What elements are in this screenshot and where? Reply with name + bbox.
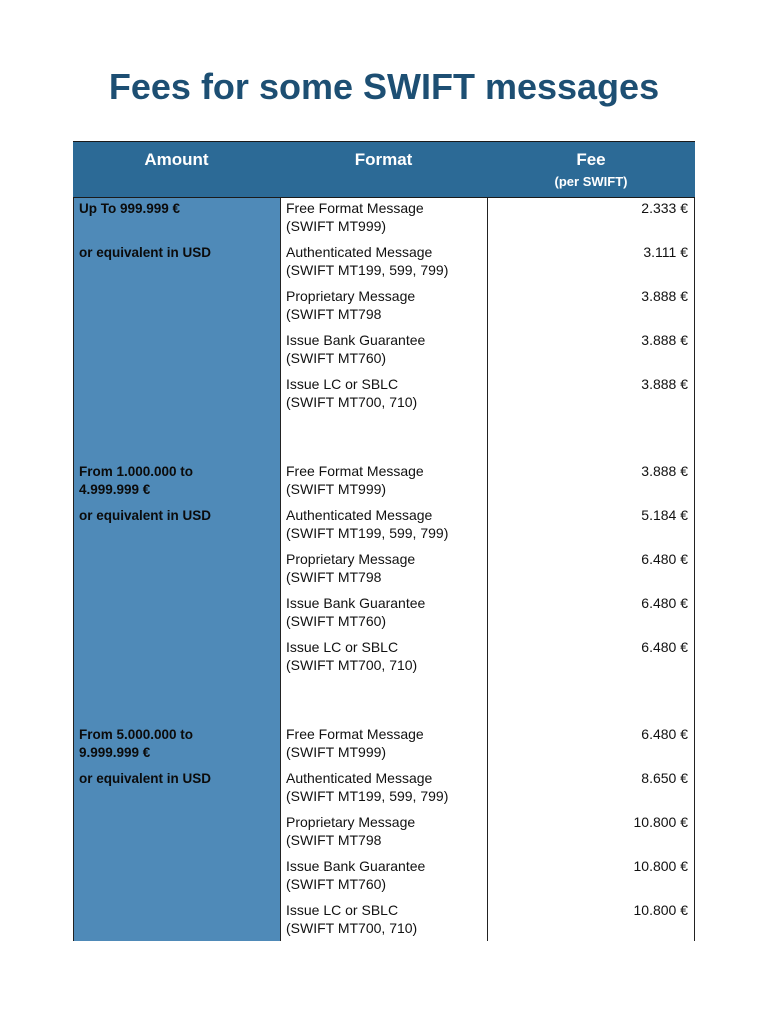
message-format: [286, 507, 481, 542]
table-row: [73, 244, 695, 288]
table-row: [73, 770, 695, 814]
message-format: [286, 244, 481, 279]
message-format-code: (SWIFT MT199, 599, 799): [286, 524, 449, 541]
message-format-code: (SWIFT MT760): [286, 875, 387, 892]
message-format-name: Proprietary Message: [286, 288, 416, 304]
header-format-label: Format: [354, 150, 413, 169]
header-amount-label: Amount: [144, 150, 209, 169]
message-format: [286, 376, 481, 411]
message-format: [286, 902, 481, 937]
fee-value: 5.184 €: [641, 507, 688, 523]
table-row: [73, 332, 695, 376]
table-row: [73, 858, 695, 902]
message-format-name: Authenticated Message: [286, 244, 433, 260]
message-format-name: Authenticated Message: [286, 507, 433, 523]
header-fee-sublabel: (per SWIFT): [554, 174, 628, 189]
message-format: [286, 726, 481, 761]
table-row: [73, 507, 695, 551]
message-format-code: (SWIFT MT700, 710): [286, 656, 418, 673]
fee-value: 10.800 €: [633, 858, 688, 874]
message-format-code: (SWIFT MT798: [286, 305, 382, 322]
table-row: [73, 726, 695, 770]
amount-equivalent-note: or equivalent in USD: [79, 771, 212, 786]
message-format: [286, 200, 481, 235]
table-row: [73, 376, 695, 420]
message-format-code: (SWIFT MT760): [286, 349, 387, 366]
fee-value: 3.888 €: [641, 332, 688, 348]
amount-range-line: Up To 999.999 €: [79, 201, 181, 216]
message-format-code: (SWIFT MT760): [286, 612, 387, 629]
message-format-name: Proprietary Message: [286, 551, 416, 567]
message-format: [286, 551, 481, 586]
fee-value: 8.650 €: [641, 770, 688, 786]
message-format-name: Authenticated Message: [286, 770, 433, 786]
amount-range-line: 4.999.999 €: [79, 481, 151, 497]
message-format-code: (SWIFT MT199, 599, 799): [286, 261, 449, 278]
table-header: [73, 141, 695, 198]
fee-value: 6.480 €: [641, 551, 688, 567]
fee-value: 3.888 €: [641, 288, 688, 304]
message-format-code: (SWIFT MT700, 710): [286, 919, 418, 936]
message-format: [286, 463, 481, 498]
table-row: [73, 551, 695, 595]
message-format: [286, 639, 481, 674]
table-row: [73, 463, 695, 507]
table-row: [73, 595, 695, 639]
table-row: [73, 814, 695, 858]
header-amount: [73, 142, 280, 197]
fee-value: 6.480 €: [641, 639, 688, 655]
message-format: [286, 858, 481, 893]
message-format-code: (SWIFT MT798: [286, 568, 382, 585]
table-row: [73, 200, 695, 244]
message-format: [286, 332, 481, 367]
fee-value: 6.480 €: [641, 726, 688, 742]
message-format-code: (SWIFT MT199, 599, 799): [286, 787, 449, 804]
message-format-name: Issue Bank Guarantee: [286, 595, 426, 611]
table-row: [73, 902, 695, 946]
message-format-code: (SWIFT MT999): [286, 217, 387, 234]
amount-range-line: From 1.000.000 to: [79, 464, 194, 479]
message-format-name: Issue LC or SBLC: [286, 639, 399, 655]
fee-value: 3.888 €: [641, 463, 688, 479]
fees-table: [73, 141, 695, 941]
amount-equivalent-note: or equivalent in USD: [79, 508, 212, 523]
fee-value: 2.333 €: [641, 200, 688, 216]
fee-value: 6.480 €: [641, 595, 688, 611]
message-format-name: Free Format Message: [286, 463, 424, 479]
message-format-code: (SWIFT MT999): [286, 480, 387, 497]
amount-range-line: From 5.000.000 to: [79, 727, 194, 742]
page-title: Fees for some SWIFT messages: [108, 66, 660, 107]
message-format-name: Issue LC or SBLC: [286, 376, 399, 392]
message-format-name: Free Format Message: [286, 200, 424, 216]
message-format: [286, 814, 481, 849]
fee-value: 3.888 €: [641, 376, 688, 392]
message-format-code: (SWIFT MT700, 710): [286, 393, 418, 410]
header-format: [280, 142, 487, 197]
fee-value: 10.800 €: [633, 814, 688, 830]
message-format-name: Issue LC or SBLC: [286, 902, 399, 918]
table-row: [73, 288, 695, 332]
amount-range-line: 9.999.999 €: [79, 744, 151, 760]
message-format-name: Proprietary Message: [286, 814, 416, 830]
header-fee: [487, 142, 695, 197]
table-row: [73, 639, 695, 683]
fee-value: 10.800 €: [633, 902, 688, 918]
header-fee-label: Fee: [576, 150, 606, 169]
message-format: [286, 595, 481, 630]
message-format-name: Issue Bank Guarantee: [286, 332, 426, 348]
amount-equivalent-note: or equivalent in USD: [79, 245, 212, 260]
message-format-name: Issue Bank Guarantee: [286, 858, 426, 874]
message-format: [286, 770, 481, 805]
message-format-name: Free Format Message: [286, 726, 424, 742]
message-format-code: (SWIFT MT798: [286, 831, 382, 848]
message-format: [286, 288, 481, 323]
message-format-code: (SWIFT MT999): [286, 743, 387, 760]
fee-value: 3.111 €: [643, 244, 688, 260]
